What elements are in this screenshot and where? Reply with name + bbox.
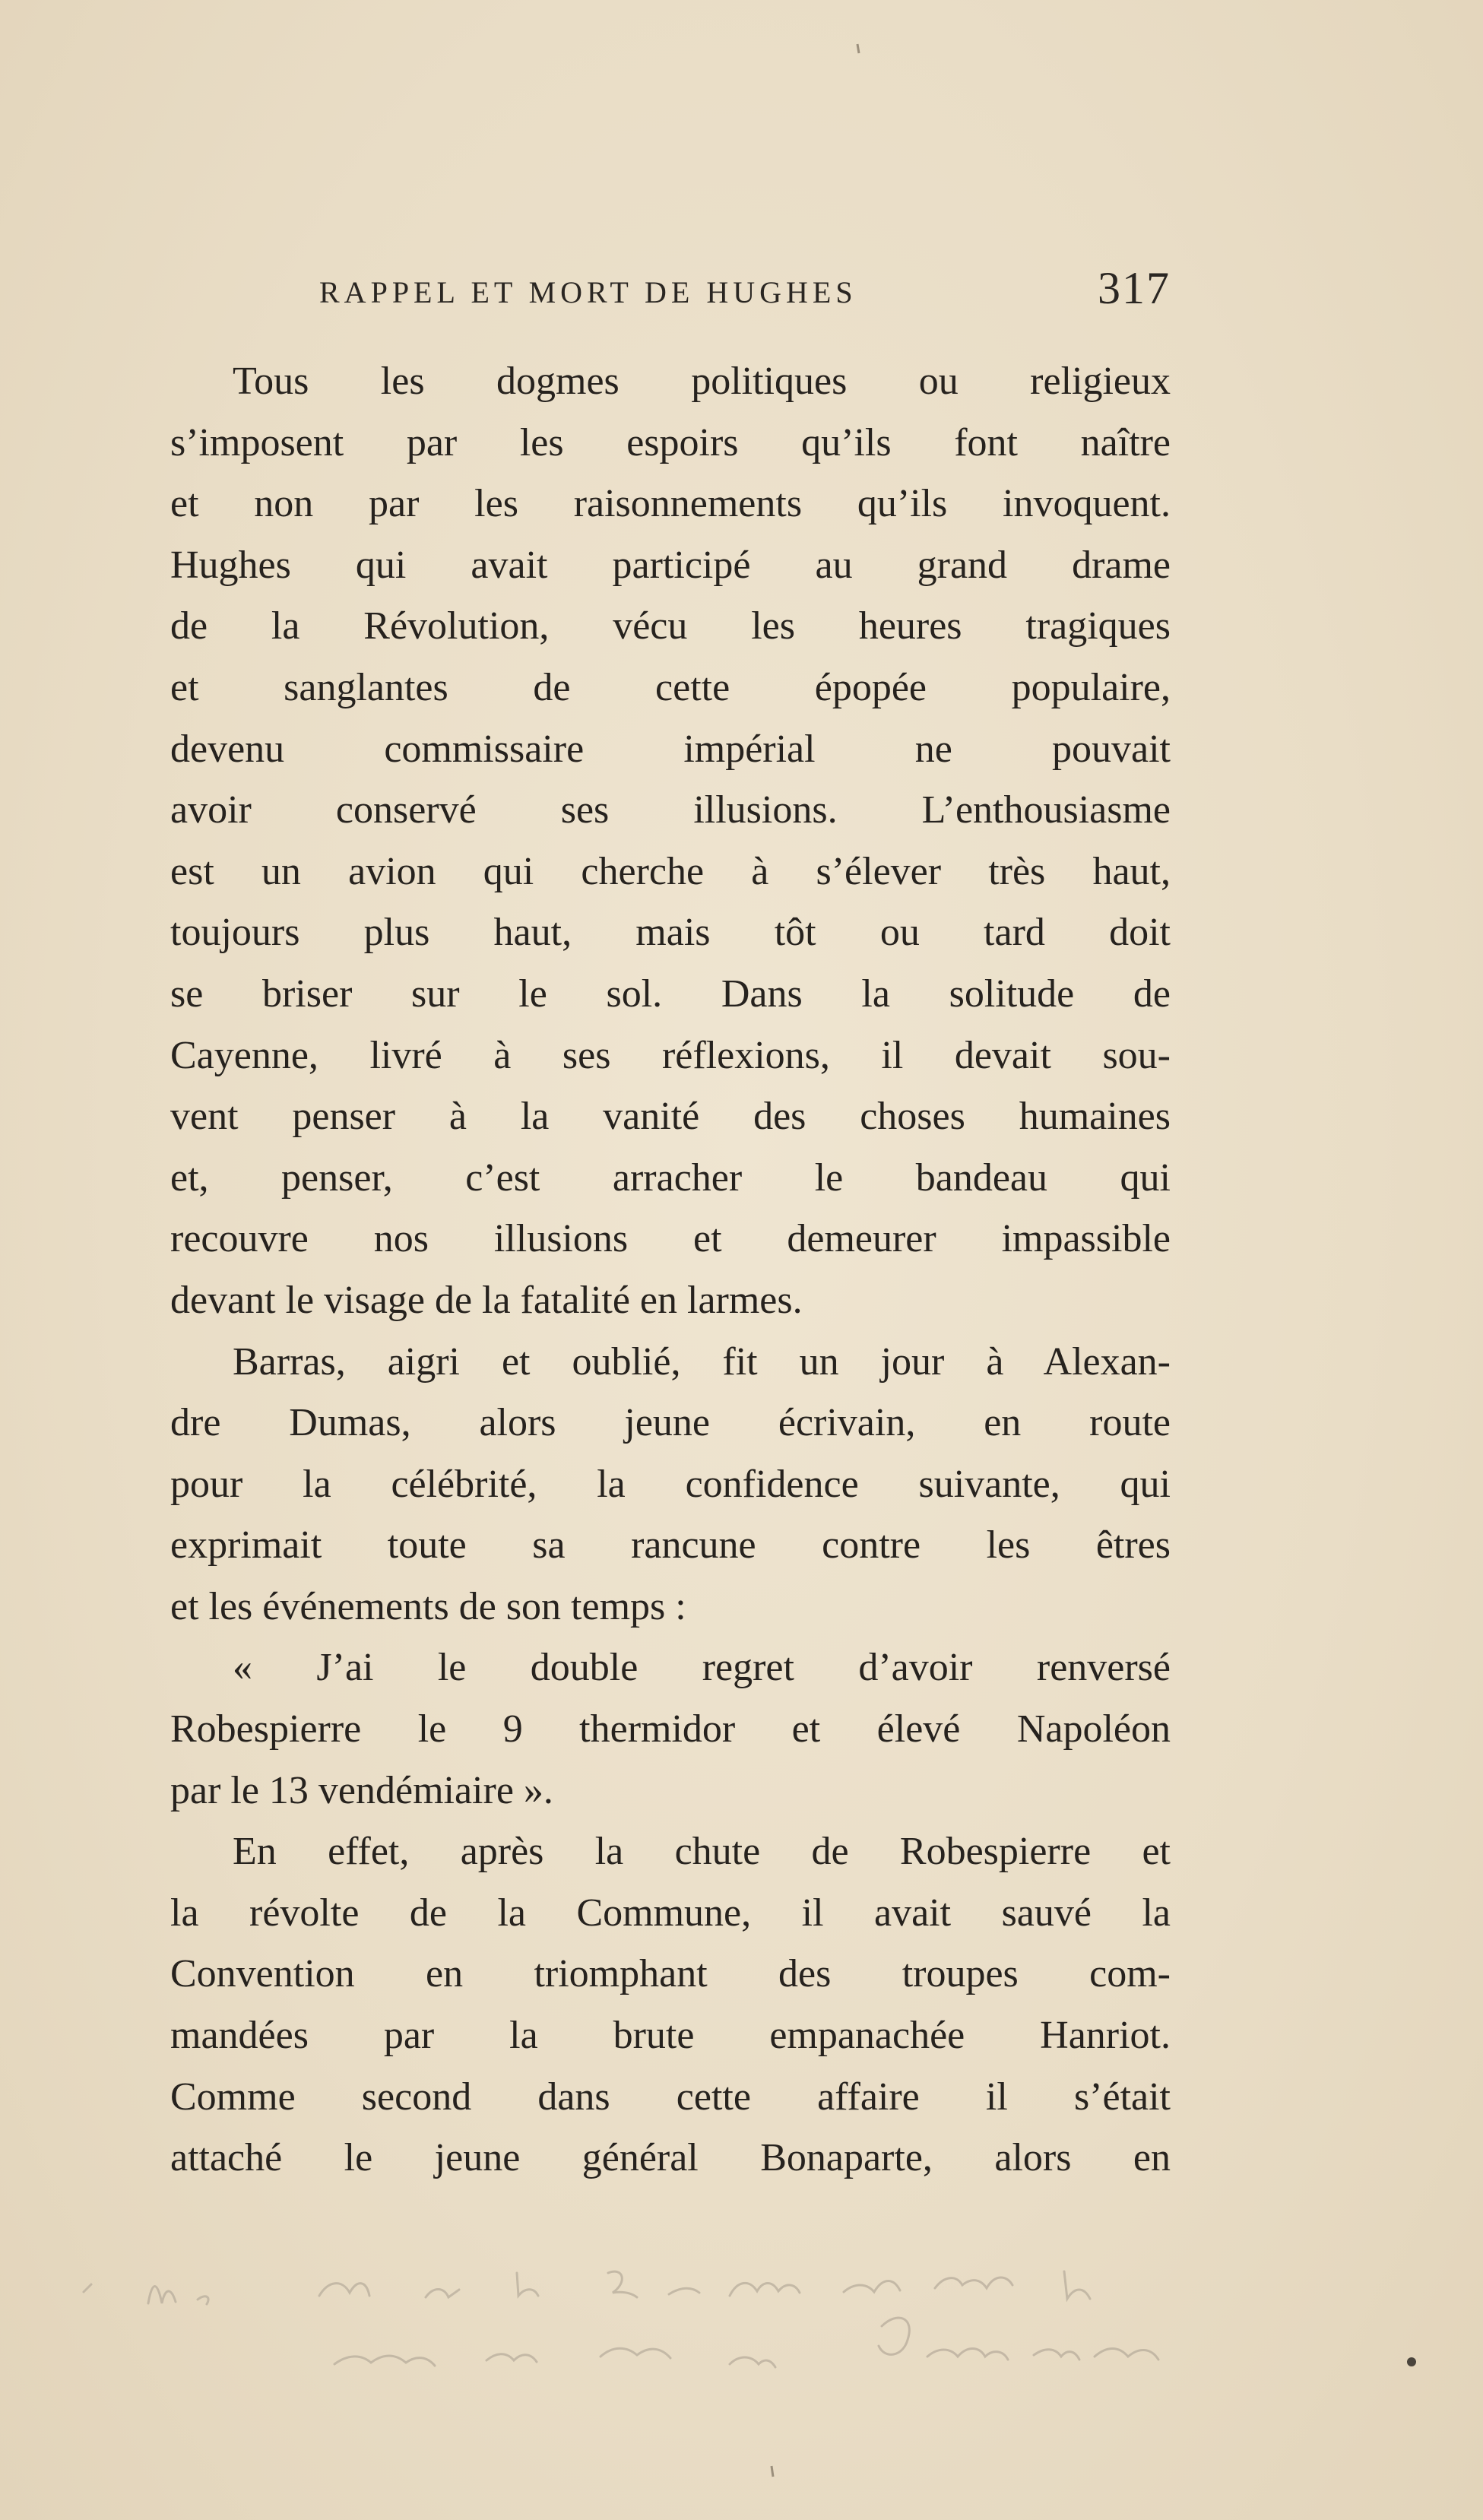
running-head: RAPPEL ET MORT DE HUGHES bbox=[319, 275, 857, 309]
text-line: est un avion qui cherche à s’élever très haut, bbox=[170, 849, 1171, 893]
text-line: et non par les raisonnements qu’ils invoquent. bbox=[170, 482, 1171, 526]
page-header bbox=[319, 251, 1171, 319]
text-line: avoir conservé ses illusions. L’enthousiasme bbox=[170, 788, 1171, 832]
text-line: En effet, après la chute de Robespierre et bbox=[233, 1830, 1171, 1874]
text-line: et les événements de son temps : bbox=[170, 1584, 686, 1628]
paragraph bbox=[170, 1332, 1171, 1638]
text-line: mandées par la brute empanachée Hanriot. bbox=[170, 2014, 1171, 2058]
text-line: dre Dumas, alors jeune écrivain, en route bbox=[170, 1401, 1171, 1445]
text-line: se briser sur le sol. Dans la solitude de bbox=[170, 972, 1171, 1016]
text-line: devant le visage de la fatalité en larmes. bbox=[170, 1278, 803, 1322]
text-line: Cayenne, livré à ses réflexions, il devait sou- bbox=[170, 1033, 1171, 1077]
text-line: et, penser, c’est arracher le bandeau qui bbox=[170, 1155, 1171, 1200]
text-line: et sanglantes de cette épopée populaire, bbox=[170, 665, 1171, 709]
quote-paragraph bbox=[170, 1637, 1171, 1821]
paragraph bbox=[170, 351, 1171, 1332]
text-line: toujours plus haut, mais tôt ou tard doit bbox=[170, 911, 1171, 955]
text-line: recouvre nos illusions et demeurer impassible bbox=[170, 1217, 1171, 1261]
text-line: Tous les dogmes politiques ou religieux bbox=[233, 360, 1171, 403]
text-line: attaché le jeune général Bonaparte, alors en bbox=[170, 2136, 1171, 2180]
text-line: vent penser à la vanité des choses humaines bbox=[170, 1095, 1171, 1139]
text-line: la révolte de la Commune, il avait sauvé la bbox=[170, 1891, 1171, 1935]
text-line: exprimait toute sa rancune contre les êtres bbox=[170, 1523, 1171, 1567]
text-line: devenu commissaire impérial ne pouvait bbox=[170, 727, 1171, 771]
text-line: pour la célébrité, la confidence suivante, qui bbox=[170, 1462, 1171, 1506]
text-line: s’imposent par les espoirs qu’ils font naître bbox=[170, 420, 1171, 464]
text-line: « J’ai le double regret d’avoir renversé bbox=[233, 1646, 1171, 1690]
text-line: Comme second dans cette affaire il s’était bbox=[170, 2075, 1171, 2119]
body-text bbox=[170, 351, 1171, 2189]
page-number: 317 bbox=[1098, 263, 1171, 313]
paragraph bbox=[170, 1821, 1171, 2189]
text-line: de la Révolution, vécu les heures tragiques bbox=[170, 604, 1171, 648]
text-line: par le 13 vendémiaire ». bbox=[170, 1768, 553, 1812]
text-line: Robespierre le 9 thermidor et élevé Napoléon bbox=[170, 1707, 1171, 1751]
text-line: Hughes qui avait participé au grand drame bbox=[170, 543, 1171, 587]
text-line: Convention en triomphant des troupes com- bbox=[170, 1952, 1171, 1996]
text-line: Barras, aigri et oublié, fit un jour à Alexan- bbox=[233, 1339, 1171, 1384]
